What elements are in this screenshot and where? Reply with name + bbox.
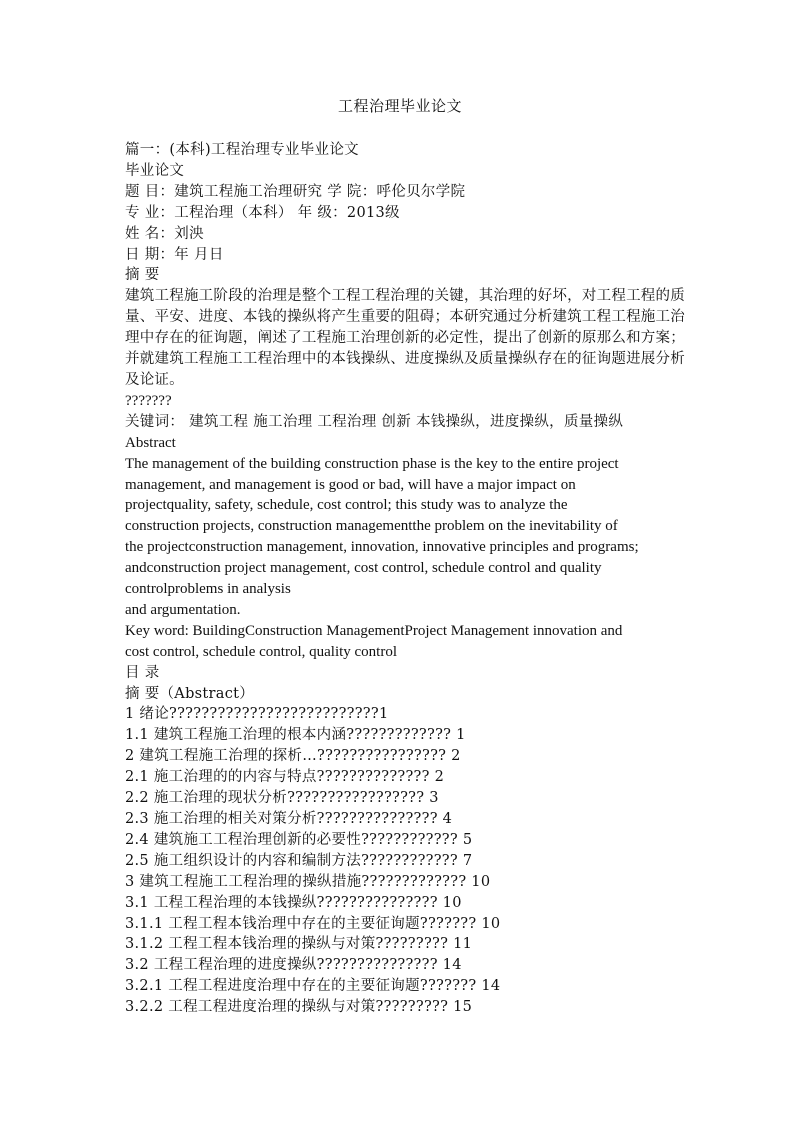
toc-entry: 2 建筑工程施工治理的探析…???????????????? 2 — [125, 748, 461, 765]
toc-entry: 3.2 工程工程治理的进度操纵??????????????? 14 — [125, 957, 462, 974]
section-heading: 篇一：(本科)工程治理专业毕业论文 — [125, 142, 359, 158]
toc-entry: 3.2.2 工程工程进度治理的操纵与对策????????? 15 — [125, 999, 473, 1016]
toc-entry: 1.1 建筑工程施工治理的根本内涵????????????? 1 — [125, 727, 466, 744]
toc-entry: 2.3 施工治理的相关对策分析??????????????? 4 — [125, 811, 453, 827]
abstract-placeholder: ??????? — [125, 392, 172, 409]
thesis-type-line: 毕业论文 — [125, 162, 185, 179]
abstract-en-heading: Abstract — [125, 434, 176, 451]
document-body — [125, 140, 685, 1018]
toc-entry: 2.5 施工组织设计的内容和编制方法???????????? 7 — [125, 852, 473, 869]
toc-entry: 2.1 施工治理的的内容与特点?????????????? 2 — [125, 769, 445, 786]
abstract-en-line: The management of the building construction phase is the key to the entire project — [125, 455, 619, 472]
toc-entry: 2.2 施工治理的现状分析????????????????? 3 — [125, 790, 439, 807]
keywords-en-line: cost control, schedule control, quality control — [125, 643, 398, 660]
author-name-line: 姓 名：刘泱 — [125, 225, 204, 242]
toc-entry: 3.1 工程工程治理的本钱操纵??????????????? 10 — [125, 894, 462, 911]
document-title: 工程治理毕业论文 — [337, 97, 462, 115]
toc-entry: 摘 要（Abstract） — [125, 685, 255, 702]
toc-entry: 3 建筑工程施工工程治理的操纵措施????????????? 10 — [125, 873, 491, 890]
abstract-cn-heading: 摘 要 — [125, 267, 160, 284]
toc-entry: 3.1.2 工程工程本钱治理的操纵与对策????????? 11 — [125, 936, 473, 953]
keywords-cn: 关键词： 建筑工程 施工治理 工程治理 创新 本钱操纵，进度操纵，质量操纵 — [125, 413, 624, 430]
abstract-cn-text: 建筑工程施工阶段的治理是整个工程工程治理的关键，其治理的好坏，对工程工程的质量、平安、进度、本钱的操纵将产生重要的阻碍；本研究通过分析建筑工程工程施工治理中存在的征询题，阐述了工程施工治理创新的必定性，提出了创新的原那么和方案；并就建筑工程施工工程治理中的本钱操纵、进度操纵及质量操纵存在的征询题进展分析及论证。 — [125, 288, 685, 388]
abstract-en-line: and argumentation. — [125, 601, 241, 618]
abstract-en-line: projectquality, safety, schedule, cost control; this study was to analyze the — [125, 497, 568, 514]
toc-entry: 1 绪论??????????????????????????1 — [125, 706, 389, 723]
abstract-en-line: construction projects, construction managementthe problem on the inevitability of — [125, 518, 618, 535]
table-of-contents — [125, 684, 685, 1019]
toc-heading: 目 录 — [125, 664, 160, 681]
abstract-en-line: andconstruction project management, cost control, schedule control and quality — [125, 560, 602, 577]
topic-line: 题 目：建筑工程施工治理研究 学 院：呼伦贝尔学院 — [125, 183, 466, 200]
keywords-en-line: Key word: BuildingConstruction ManagementProject Management innovation and — [125, 622, 623, 639]
toc-entry: 3.1.1 工程工程本钱治理中存在的主要征询题??????? 10 — [125, 915, 501, 932]
abstract-en-line: controlproblems in analysis — [125, 581, 291, 598]
abstract-en-line: the projectconstruction management, innovation, innovative principles and programs; — [125, 539, 639, 556]
toc-entry: 3.2.1 工程工程进度治理中存在的主要征询题??????? 14 — [125, 978, 501, 995]
abstract-en-line: management, and management is good or bad, will have a major impact on — [125, 476, 576, 493]
major-line: 专 业：工程治理（本科） 年 级：2013级 — [125, 204, 400, 221]
toc-entry: 2.4 建筑施工工程治理创新的必要性???????????? 5 — [125, 831, 473, 848]
date-line: 日 期：年 月日 — [125, 246, 224, 263]
